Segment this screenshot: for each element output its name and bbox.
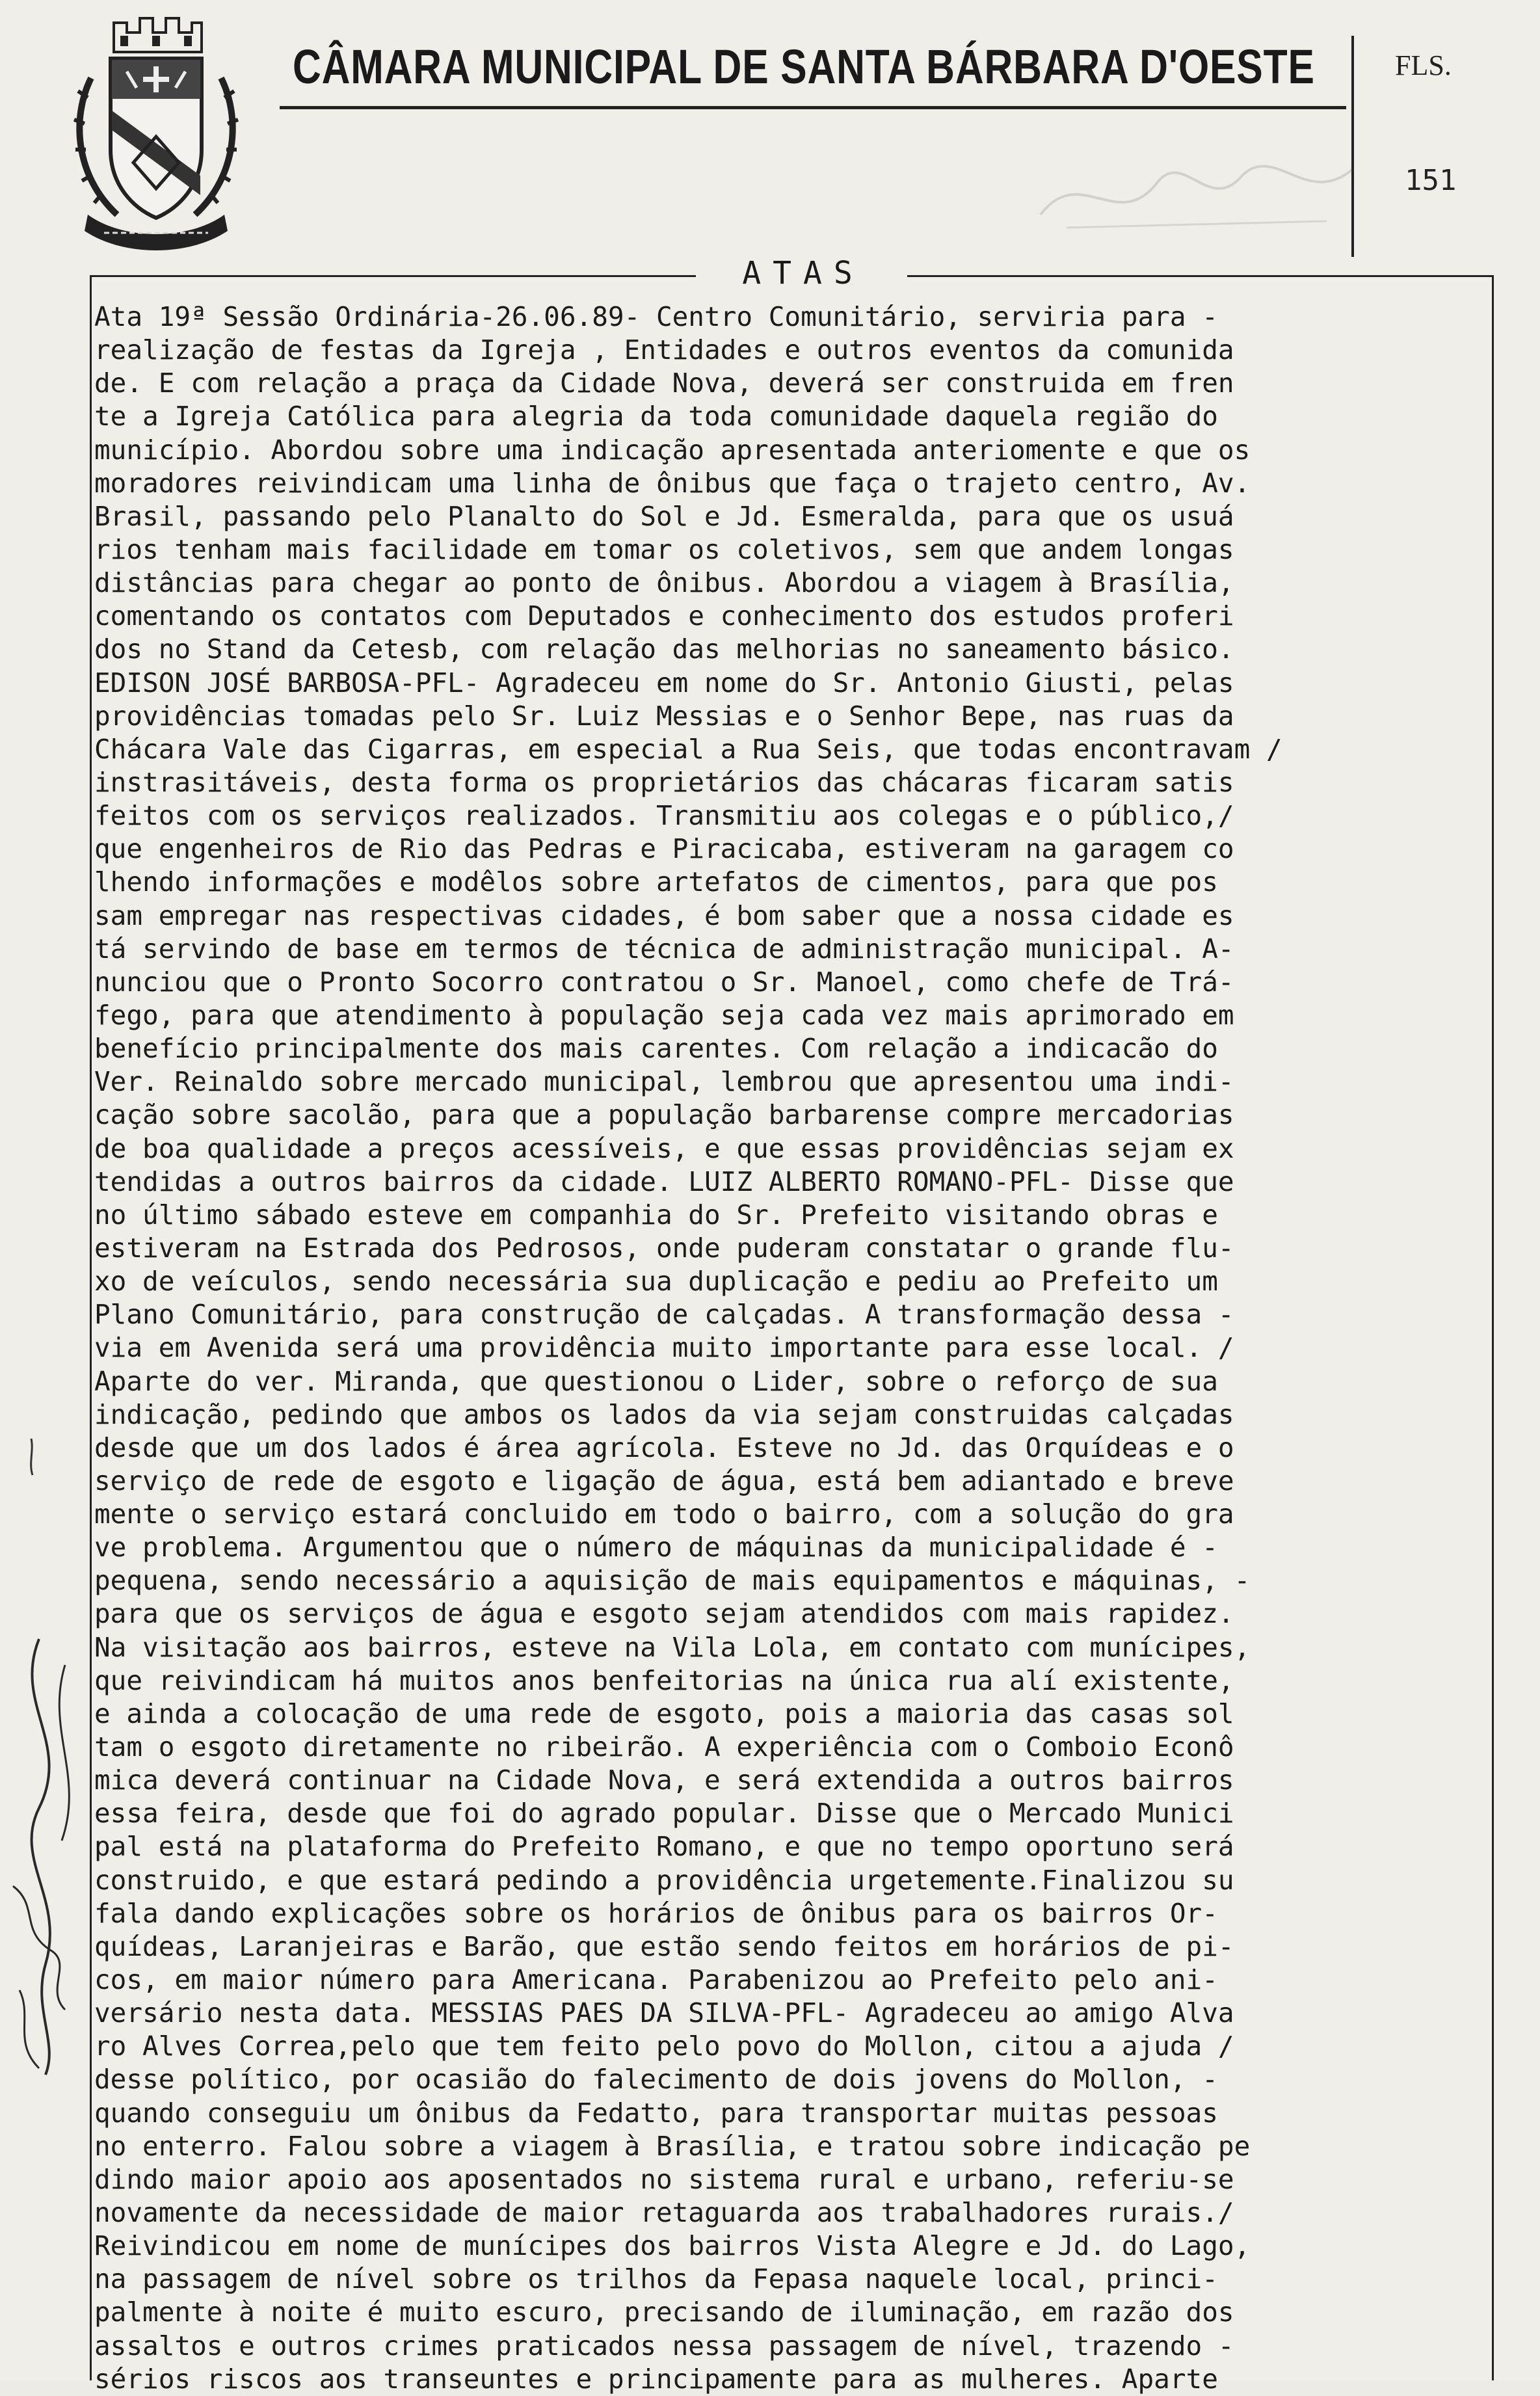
minutes-line: fala dando explicações sobre os horários de ônibus para os bairros Or- bbox=[94, 1897, 1218, 1929]
minutes-line: comentando os contatos com Deputados e conhecimento dos estudos proferi bbox=[94, 600, 1234, 632]
minutes-line: de. E com relação a praça da Cidade Nova, deverá ser construida em fren bbox=[94, 367, 1234, 399]
minutes-line: via em Avenida será uma providência muito importante para esse local. / bbox=[94, 1332, 1234, 1364]
minutes-line: Reivindicou em nome de munícipes dos bairros Vista Alegre e Jd. do Lago, bbox=[94, 2230, 1251, 2262]
folio-number: 151 bbox=[1405, 164, 1457, 197]
minutes-line: de boa qualidade a preços acessíveis, e que essas providências sejam ex bbox=[94, 1132, 1234, 1164]
minutes-section-title: ATAS bbox=[742, 255, 864, 291]
minutes-line: mente o serviço estará concluido em todo o bairro, com a solução do gra bbox=[94, 1498, 1234, 1530]
minutes-line: Brasil, passando pelo Planalto do Sol e Jd. Esmeralda, para que os usuá bbox=[94, 500, 1234, 532]
frame-right-border bbox=[1492, 275, 1494, 2380]
faint-stamp-icon bbox=[1028, 137, 1366, 241]
minutes-line: quando conseguiu um ônibus da Fedatto, para transportar muitas pessoas bbox=[94, 2097, 1218, 2129]
margin-signature-icon bbox=[0, 1626, 91, 2081]
minutes-line: distâncias para chegar ao ponto de ônibus. Abordou a viagem à Brasília, bbox=[94, 567, 1234, 599]
minutes-line: moradores reivindicam uma linha de ônibus que faça o trajeto centro, Av. bbox=[94, 467, 1251, 499]
minutes-line: essa feira, desde que foi do agrado popular. Disse que o Mercado Munici bbox=[94, 1798, 1234, 1830]
minutes-line: construido, e que estará pedindo a providência urgetemente.Finalizou su bbox=[94, 1864, 1234, 1896]
folio-label: FLS. bbox=[1395, 49, 1452, 81]
minutes-line: tam o esgoto diretamente no ribeirão. A experiência com o Comboio Econô bbox=[94, 1731, 1234, 1763]
header-divider bbox=[280, 106, 1346, 109]
minutes-line: quídeas, Laranjeiras e Barão, que estão sendo feitos em horários de pi- bbox=[94, 1930, 1234, 1962]
minutes-line: lhendo informações e modêlos sobre artefatos de cimentos, para que pos bbox=[94, 866, 1218, 898]
minutes-line: versário nesta data. MESSIAS PAES DA SILVA-PFL- Agradeceu ao amigo Alva bbox=[94, 1997, 1234, 2029]
minutes-line: que engenheiros de Rio das Pedras e Piracicaba, estiveram na garagem co bbox=[94, 833, 1234, 865]
minutes-line: Na visitação aos bairros, esteve na Vila Lola, em contato com munícipes, bbox=[94, 1631, 1251, 1663]
municipal-coat-of-arms-icon bbox=[65, 7, 247, 254]
minutes-line: fego, para que atendimento à população seja cada vez mais aprimorado em bbox=[94, 999, 1234, 1031]
council-name-heading: CÂMARA MUNICIPAL DE SANTA BÁRBARA D'OESTE bbox=[293, 40, 1315, 94]
minutes-line: município. Abordou sobre uma indicação apresentada anteriomente e que os bbox=[94, 434, 1251, 466]
minutes-line: mica deverá continuar na Cidade Nova, e será extendida a outros bairros bbox=[94, 1764, 1234, 1796]
minutes-line: ro Alves Correa,pelo que tem feito pelo povo do Mollon, citou a ajuda / bbox=[94, 2030, 1234, 2062]
minutes-body bbox=[94, 300, 1491, 2396]
minutes-line: dindo maior apoio aos aposentados no sistema rural e urbano, referiu-se bbox=[94, 2163, 1234, 2195]
minutes-line: tendidas a outros bairros da cidade. LUIZ ALBERTO ROMANO-PFL- Disse que bbox=[94, 1165, 1234, 1197]
minutes-line: sam empregar nas respectivas cidades, é bom saber que a nossa cidade es bbox=[94, 899, 1234, 931]
minutes-line: desde que um dos lados é área agrícola. Esteve no Jd. das Orquídeas e o bbox=[94, 1431, 1234, 1463]
minutes-line: Ata 19ª Sessão Ordinária-26.06.89- Centro Comunitário, serviria para - bbox=[94, 301, 1218, 332]
minutes-line: Ver. Reinaldo sobre mercado municipal, lembrou que apresentou uma indi- bbox=[94, 1066, 1234, 1098]
minutes-line: sérios riscos aos transeuntes e principamente para as mulheres. Aparte bbox=[94, 2363, 1218, 2395]
minutes-line: cos, em maior número para Americana. Parabenizou ao Prefeito pelo ani- bbox=[94, 1964, 1218, 1996]
minutes-line: cação sobre sacolão, para que a população barbarense compre mercadorias bbox=[94, 1099, 1234, 1131]
minutes-line: instrasitáveis, desta forma os proprietários das chácaras ficaram satis bbox=[94, 766, 1234, 798]
minutes-line: palmente à noite é muito escuro, precisando de iluminação, em razão dos bbox=[94, 2296, 1234, 2328]
minutes-line: Chácara Vale das Cigarras, em especial a Rua Seis, que todas encontravam / bbox=[94, 733, 1282, 765]
minutes-line: Plano Comunitário, para construção de calçadas. A transformação dessa - bbox=[94, 1299, 1234, 1331]
frame-top-border bbox=[907, 275, 1493, 277]
frame-top-border bbox=[91, 275, 696, 277]
minutes-line: que reivindicam há muitos anos benfeitorias na única rua alí existente, bbox=[94, 1664, 1234, 1696]
minutes-line: para que os serviços de água e esgoto sejam atendidos com mais rapidez. bbox=[94, 1598, 1234, 1630]
minutes-line: nunciou que o Pronto Socorro contratou o Sr. Manoel, como chefe de Trá- bbox=[94, 966, 1234, 998]
minutes-line: desse político, por ocasião do falecimento de dois jovens do Mollon, - bbox=[94, 2064, 1218, 2096]
minutes-line: xo de veículos, sendo necessária sua duplicação e pediu ao Prefeito um bbox=[94, 1266, 1218, 1298]
minutes-line: Aparte do ver. Miranda, que questionou o Lider, sobre o reforço de sua bbox=[94, 1365, 1218, 1397]
minutes-line: no último sábado esteve em companhia do Sr. Prefeito visitando obras e bbox=[94, 1199, 1218, 1231]
minutes-line: assaltos e outros crimes praticados nessa passagem de nível, trazendo - bbox=[94, 2330, 1234, 2362]
margin-mark-icon bbox=[25, 1437, 38, 1476]
minutes-line: novamente da necessidade de maior retaguarda aos trabalhadores rurais./ bbox=[94, 2197, 1234, 2229]
minutes-line: e ainda a colocação de uma rede de esgoto, pois a maioria das casas sol bbox=[94, 1697, 1234, 1729]
minutes-line: rios tenham mais facilidade em tomar os coletivos, sem que andem longas bbox=[94, 533, 1234, 565]
minutes-line: indicação, pedindo que ambos os lados da via sejam construidas calçadas bbox=[94, 1398, 1234, 1430]
minutes-line: benefício principalmente dos mais carentes. Com relação a indicacão do bbox=[94, 1033, 1218, 1065]
minutes-line: na passagem de nível sobre os trilhos da Fepasa naquele local, princi- bbox=[94, 2263, 1218, 2295]
minutes-line: dos no Stand da Cetesb, com relação das melhorias no saneamento básico. bbox=[94, 633, 1234, 665]
minutes-line: tá servindo de base em termos de técnica de administração municipal. A- bbox=[94, 933, 1234, 965]
minutes-line: realização de festas da Igreja , Entidades e outros eventos da comunida bbox=[94, 334, 1234, 366]
minutes-line: serviço de rede de esgoto e ligação de água, está bem adiantado e breve bbox=[94, 1465, 1234, 1497]
minutes-line: EDISON JOSÉ BARBOSA-PFL- Agradeceu em nome do Sr. Antonio Giusti, pelas bbox=[94, 667, 1234, 699]
minutes-line: ve problema. Argumentou que o número de máquinas da municipalidade é - bbox=[94, 1532, 1218, 1564]
minutes-line: estiveram na Estrada dos Pedrosos, onde puderam constatar o grande flu- bbox=[94, 1232, 1234, 1264]
minutes-line: providências tomadas pelo Sr. Luiz Messias e o Senhor Bepe, nas ruas da bbox=[94, 700, 1234, 732]
minutes-line: feitos com os serviços realizados. Transmitiu aos colegas e o público,/ bbox=[94, 800, 1234, 832]
minutes-line: pal está na plataforma do Prefeito Romano, e que no tempo oportuno será bbox=[94, 1831, 1234, 1863]
minutes-line: te a Igreja Católica para alegria da toda comunidade daquela região do bbox=[94, 401, 1218, 433]
minutes-line: pequena, sendo necessário a aquisição de mais equipamentos e máquinas, - bbox=[94, 1565, 1251, 1597]
minutes-line: no enterro. Falou sobre a viagem à Brasília, e tratou sobre indicação pe bbox=[94, 2130, 1251, 2162]
